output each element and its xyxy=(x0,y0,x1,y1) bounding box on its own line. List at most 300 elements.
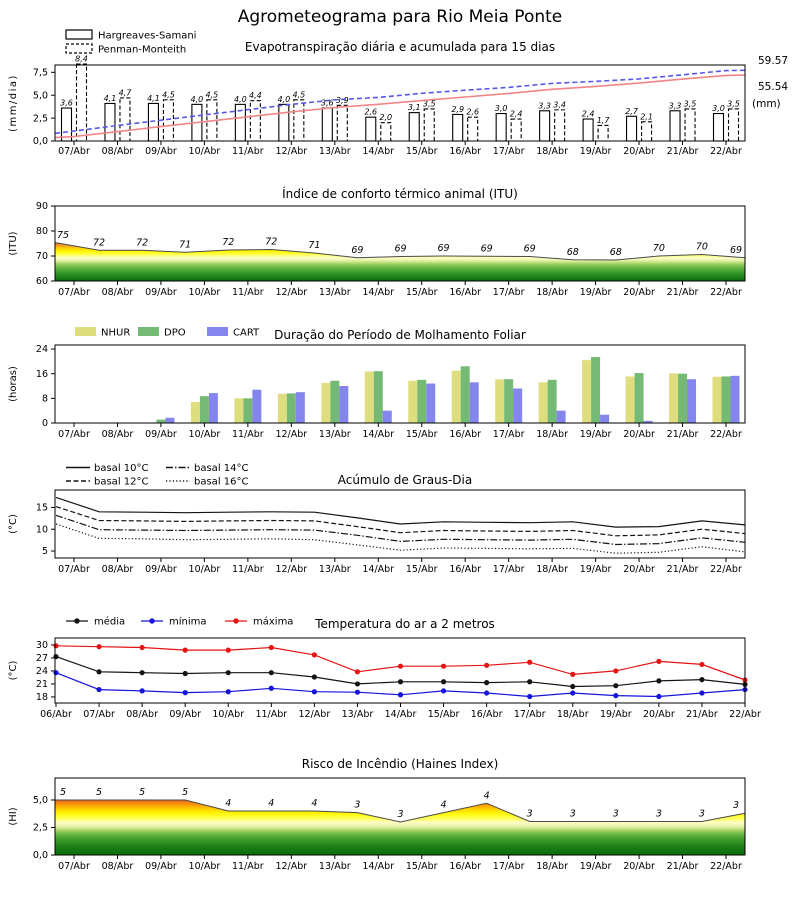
value-label: 3 xyxy=(698,808,705,820)
value-label: 2,6 xyxy=(466,107,480,117)
bar-hargreaves xyxy=(540,111,550,141)
chart-temperatura xyxy=(8,616,761,721)
x-tick-label: 07/Abr xyxy=(83,709,115,720)
marker-média xyxy=(699,677,704,682)
value-label: 72 xyxy=(265,236,278,248)
x-tick-label: 07/Abr xyxy=(58,287,90,298)
value-label: 68 xyxy=(609,247,622,258)
x-tick-label: 20/Abr xyxy=(623,146,655,157)
bar-nhur xyxy=(365,372,374,423)
value-label: 5 xyxy=(59,787,67,798)
x-tick-label: 12/Abr xyxy=(298,709,331,720)
bar-dpo xyxy=(678,374,687,423)
bar-cart xyxy=(209,393,218,423)
marker-máxima xyxy=(53,643,58,648)
marker-média xyxy=(570,684,575,689)
y-tick-label: 5,0 xyxy=(32,795,48,807)
bar-penman xyxy=(250,101,260,141)
legend-label: DPO xyxy=(164,327,186,339)
legend-label: basal 10°C xyxy=(94,463,149,474)
x-tick-label: 12/Abr xyxy=(275,429,308,440)
value-label: 3,4 xyxy=(553,100,567,110)
value-label: 70 xyxy=(695,241,708,253)
bar-dpo xyxy=(722,376,731,423)
x-tick-label: 15/Abr xyxy=(405,861,438,872)
value-label: 69 xyxy=(480,243,493,255)
line-basal-10°C xyxy=(56,497,745,527)
hargreaves-total: 55.54 xyxy=(758,81,789,93)
legend-label: basal 12°C xyxy=(94,476,149,488)
x-tick-label: 15/Abr xyxy=(405,146,438,157)
bar-dpo xyxy=(374,371,383,423)
x-tick-label: 08/Abr xyxy=(126,709,158,720)
x-tick-label: 07/Abr xyxy=(58,861,90,872)
x-tick-label: 17/Abr xyxy=(492,564,525,575)
plot-area-haines xyxy=(33,787,745,872)
value-label: 3 xyxy=(397,809,404,820)
y-tick-label: 70 xyxy=(35,251,48,263)
bar-penman xyxy=(163,100,173,141)
bar-cart xyxy=(296,392,305,423)
x-tick-label: 11/Abr xyxy=(255,709,288,720)
y-tick-label: 2,5 xyxy=(32,822,48,834)
x-tick-label: 18/Abr xyxy=(536,861,569,872)
x-tick-label: 17/Abr xyxy=(513,709,546,720)
x-tick-label: 10/Abr xyxy=(188,861,221,872)
marker-média xyxy=(527,679,532,684)
bar-cart xyxy=(339,386,348,423)
value-label: 69 xyxy=(351,244,364,256)
plot-area-molhamento xyxy=(36,344,742,440)
bar-cart xyxy=(687,379,696,423)
value-label: 3,6 xyxy=(320,98,334,108)
marker-máxima xyxy=(269,645,274,650)
bar-cart xyxy=(557,411,566,423)
bar-dpo xyxy=(243,398,252,423)
bar-dpo xyxy=(417,380,426,423)
x-tick-label: 14/Abr xyxy=(362,429,395,440)
y-tick-label: 0 xyxy=(41,418,48,430)
bar-dpo xyxy=(504,379,513,423)
value-label: 3,0 xyxy=(712,104,725,114)
value-label: 75 xyxy=(56,229,70,241)
x-tick-label: 11/Abr xyxy=(231,861,264,872)
marker-média xyxy=(140,670,145,675)
marker-mínima xyxy=(613,693,618,698)
value-label: 5 xyxy=(139,787,146,798)
x-tick-label: 09/Abr xyxy=(145,146,177,157)
x-tick-label: 13/Abr xyxy=(318,287,351,298)
bar-hargreaves xyxy=(627,116,637,141)
y-tick-label: 90 xyxy=(35,201,48,213)
value-label: 70 xyxy=(652,243,665,254)
x-tick-label: 15/Abr xyxy=(405,564,438,575)
plot-area-itu xyxy=(36,201,745,298)
chart-molhamento xyxy=(8,327,745,440)
chart-title: Índice de conforto térmico animal (ITU) xyxy=(282,187,518,201)
x-tick-label: 20/Abr xyxy=(623,429,655,440)
x-tick-label: 15/Abr xyxy=(427,709,460,720)
marker-mínima xyxy=(656,694,661,699)
x-tick-label: 09/Abr xyxy=(169,709,202,720)
bar-dpo xyxy=(635,373,644,423)
marker-máxima xyxy=(656,659,661,664)
bar-nhur xyxy=(452,371,461,423)
bar-cart xyxy=(165,418,174,423)
cumulative-annotations xyxy=(752,55,788,110)
bar-hargreaves xyxy=(148,103,158,141)
value-label: 3,6 xyxy=(60,98,73,108)
marker-máxima xyxy=(140,645,145,650)
marker-máxima xyxy=(226,648,231,653)
x-tick-label: 19/Abr xyxy=(579,287,612,298)
y-tick-label: 5,0 xyxy=(32,90,48,102)
x-tick-label: 14/Abr xyxy=(362,564,395,575)
marker-média xyxy=(96,669,101,674)
y-tick-label: 7,5 xyxy=(32,67,48,79)
x-tick-label: 07/Abr xyxy=(58,564,90,575)
plot-area-graus-dia xyxy=(36,497,745,575)
x-tick-label: 20/Abr xyxy=(623,287,655,298)
x-tick-label: 13/Abr xyxy=(318,146,351,157)
x-tick-label: 21/Abr xyxy=(666,287,699,298)
x-tick-label: 09/Abr xyxy=(145,861,177,872)
marker-mínima xyxy=(398,692,403,697)
y-tick-label: 80 xyxy=(35,226,48,238)
bar-cart xyxy=(513,388,522,423)
value-label: 2,0 xyxy=(379,113,393,123)
marker-máxima xyxy=(441,664,446,669)
x-tick-label: 12/Abr xyxy=(275,861,308,872)
chart-title: Risco de Incêndio (Haines Index) xyxy=(301,757,499,771)
marker-máxima xyxy=(570,672,575,677)
legend-molhamento xyxy=(75,327,260,339)
x-tick-label: 08/Abr xyxy=(101,287,134,298)
value-label: 3 xyxy=(569,808,576,820)
y-tick-label: 16 xyxy=(35,368,48,380)
marker-mínima xyxy=(226,689,231,694)
value-label: 2,6 xyxy=(364,107,378,117)
y-tick-label: 5 xyxy=(41,546,48,558)
marker-média xyxy=(613,683,618,688)
value-label: 4 xyxy=(440,799,447,811)
bar-nhur xyxy=(669,373,678,423)
value-label: 3,1 xyxy=(407,103,421,113)
value-label: 5 xyxy=(96,787,103,798)
x-tick-label: 22/Abr xyxy=(710,429,742,440)
marker-mínima xyxy=(183,690,188,695)
chart-graus-dia xyxy=(8,463,745,575)
x-tick-label: 19/Abr xyxy=(579,861,612,872)
legend-label: basal 14°C xyxy=(194,463,249,474)
x-tick-label: 18/Abr xyxy=(536,429,569,440)
bar-penman xyxy=(729,109,739,141)
maxima-marker-icon xyxy=(233,618,238,623)
bar-dpo xyxy=(461,366,470,423)
bar-nhur xyxy=(582,360,591,423)
x-tick-label: 22/Abr xyxy=(710,861,742,872)
marker-média xyxy=(183,671,188,676)
y-tick-label: 8 xyxy=(41,393,48,405)
value-label: 69 xyxy=(729,244,743,256)
y-tick-label: 2,5 xyxy=(32,113,48,125)
y-tick-label: 30 xyxy=(35,640,48,652)
chart-title: Temperatura do ar a 2 metros xyxy=(315,617,495,631)
value-label: 2,4 xyxy=(509,109,523,119)
bar-penman xyxy=(294,100,304,141)
x-tick-label: 15/Abr xyxy=(405,287,438,298)
value-label: 3,0 xyxy=(494,104,508,114)
legend-temperatura xyxy=(66,616,293,628)
value-label: 3,9 xyxy=(335,95,349,105)
bar-nhur xyxy=(408,381,417,423)
cart-swatch-icon xyxy=(207,327,228,336)
marker-média xyxy=(53,654,58,659)
x-tick-label: 11/Abr xyxy=(231,429,264,440)
x-tick-label: 22/Abr xyxy=(710,287,742,298)
marker-média xyxy=(269,670,274,675)
x-tick-label: 14/Abr xyxy=(362,287,395,298)
bar-hargreaves xyxy=(322,108,332,141)
value-label: 69 xyxy=(523,243,536,255)
y-axis-label: (mm/dia) xyxy=(8,74,19,132)
x-tick-label: 10/Abr xyxy=(188,146,221,157)
x-tick-label: 18/Abr xyxy=(536,146,569,157)
value-label: 4 xyxy=(225,798,232,809)
bar-cart xyxy=(600,415,609,423)
chart-evapotranspiration xyxy=(8,30,788,157)
legend-label: basal 16°C xyxy=(194,476,249,488)
y-axis-label: (°C) xyxy=(8,660,19,681)
value-label: 3,5 xyxy=(422,99,436,109)
bar-nhur xyxy=(626,376,635,423)
value-label: 69 xyxy=(394,243,407,255)
value-label: 71 xyxy=(179,239,192,251)
value-label: 4,0 xyxy=(277,94,291,104)
bar-penman xyxy=(468,117,478,141)
chart-title: Duração do Período de Molhamento Foliar xyxy=(274,328,526,342)
bar-dpo xyxy=(591,357,600,423)
value-label: 3 xyxy=(732,800,740,812)
bar-cart xyxy=(383,411,392,423)
value-label: 4 xyxy=(311,798,318,809)
x-tick-label: 22/Abr xyxy=(710,146,742,157)
bar-nhur xyxy=(495,379,504,423)
bar-hargreaves xyxy=(496,114,506,141)
value-label: 4,5 xyxy=(162,90,175,100)
x-tick-label: 10/Abr xyxy=(188,429,221,440)
line-basal-14°C xyxy=(56,515,745,544)
legend-label: NHUR xyxy=(101,327,131,339)
value-label: 5 xyxy=(182,787,189,798)
bar-hargreaves xyxy=(409,113,419,141)
x-tick-label: 16/Abr xyxy=(449,429,482,440)
marker-máxima xyxy=(96,644,101,649)
value-label: 3 xyxy=(612,808,619,820)
y-tick-label: 27 xyxy=(35,653,48,665)
y-tick-label: 0,0 xyxy=(32,850,48,862)
bar-cart xyxy=(252,390,261,423)
x-tick-label: 16/Abr xyxy=(449,564,482,575)
y-axis-label: (ITU) xyxy=(8,231,19,256)
bar-hargreaves xyxy=(714,114,724,141)
cumulative-unit: (mm) xyxy=(752,98,781,110)
x-tick-label: 12/Abr xyxy=(275,146,308,157)
value-label: 72 xyxy=(136,237,149,249)
x-tick-label: 14/Abr xyxy=(362,146,395,157)
bar-nhur xyxy=(713,377,722,423)
bar-cart xyxy=(731,376,740,423)
value-label: 8,4 xyxy=(75,54,88,64)
bar-hargreaves xyxy=(453,114,463,141)
bar-nhur xyxy=(321,383,330,423)
x-tick-label: 22/Abr xyxy=(729,709,761,720)
x-tick-label: 17/Abr xyxy=(492,861,525,872)
bar-penman xyxy=(555,110,565,141)
value-label: 4,1 xyxy=(103,93,117,103)
media-marker-icon xyxy=(74,618,79,623)
line-basal-12°C xyxy=(56,507,745,536)
x-tick-label: 07/Abr xyxy=(58,429,90,440)
x-tick-label: 16/Abr xyxy=(449,146,482,157)
x-tick-label: 17/Abr xyxy=(492,287,525,298)
marker-máxima xyxy=(527,660,532,665)
marker-mínima xyxy=(96,687,101,692)
value-label: 4,5 xyxy=(292,90,306,100)
plot-area-temperatura xyxy=(36,640,761,720)
x-tick-label: 10/Abr xyxy=(188,287,221,298)
value-label: 2,7 xyxy=(625,106,638,116)
marker-média xyxy=(355,681,360,686)
x-tick-label: 12/Abr xyxy=(275,287,308,298)
chart-haines xyxy=(8,757,745,872)
value-label: 3,3 xyxy=(668,101,682,111)
marker-máxima xyxy=(613,668,618,673)
value-label: 72 xyxy=(222,237,235,248)
value-label: 4,4 xyxy=(248,91,262,101)
x-tick-label: 17/Abr xyxy=(492,429,525,440)
plot-area-eto xyxy=(33,55,745,157)
value-label: 1,7 xyxy=(596,115,610,125)
x-tick-label: 13/Abr xyxy=(318,429,351,440)
x-tick-label: 21/Abr xyxy=(666,429,699,440)
bar-penman xyxy=(685,109,695,141)
bar-dpo xyxy=(330,381,339,423)
x-tick-label: 09/Abr xyxy=(145,287,177,298)
marker-média xyxy=(656,678,661,683)
value-label: 3 xyxy=(354,799,361,811)
bar-nhur xyxy=(539,382,548,423)
bar-cart xyxy=(426,384,435,423)
x-tick-label: 19/Abr xyxy=(579,564,612,575)
x-tick-label: 10/Abr xyxy=(212,709,245,720)
bar-hargreaves xyxy=(279,104,289,141)
legend-label: Penman-Monteith xyxy=(98,44,187,56)
x-tick-label: 09/Abr xyxy=(145,429,177,440)
x-tick-label: 11/Abr xyxy=(231,287,264,298)
y-tick-label: 0,0 xyxy=(32,136,48,148)
value-label: 4,5 xyxy=(205,90,219,100)
x-tick-label: 21/Abr xyxy=(686,709,718,720)
value-label: 4 xyxy=(483,790,490,802)
value-label: 4,1 xyxy=(147,93,160,103)
value-label: 2,4 xyxy=(581,109,595,119)
y-axis-label: (°C) xyxy=(8,514,19,534)
x-tick-label: 18/Abr xyxy=(536,287,569,298)
value-label: 3,5 xyxy=(727,99,740,109)
x-tick-label: 08/Abr xyxy=(101,429,134,440)
bar-penman xyxy=(511,119,521,141)
bar-penman xyxy=(120,98,130,141)
value-label: 71 xyxy=(308,240,321,251)
penman-total: 59.57 xyxy=(758,55,789,67)
bar-nhur xyxy=(278,394,287,423)
marker-máxima xyxy=(398,664,403,669)
marker-média xyxy=(312,674,317,679)
bar-penman xyxy=(424,109,434,141)
y-tick-label: 24 xyxy=(35,344,48,356)
value-label: 4,0 xyxy=(233,94,247,104)
value-label: 72 xyxy=(93,237,106,249)
x-tick-label: 08/Abr xyxy=(101,861,134,872)
x-tick-label: 15/Abr xyxy=(405,429,438,440)
x-tick-label: 21/Abr xyxy=(666,146,699,157)
marker-mínima xyxy=(269,686,274,691)
y-tick-label: 60 xyxy=(35,276,48,288)
x-tick-label: 08/Abr xyxy=(101,146,134,157)
value-label: 4,7 xyxy=(118,88,132,98)
bar-hargreaves xyxy=(583,119,593,141)
x-tick-label: 10/Abr xyxy=(188,564,221,575)
value-label: 3 xyxy=(655,808,662,820)
x-tick-label: 21/Abr xyxy=(666,861,699,872)
legend-label: CART xyxy=(233,327,260,339)
line-máxima xyxy=(56,646,745,680)
marker-máxima xyxy=(355,669,360,674)
y-tick-label: 15 xyxy=(35,502,48,514)
x-tick-label: 14/Abr xyxy=(362,861,395,872)
marker-mínima xyxy=(140,688,145,693)
value-label: 3,3 xyxy=(538,101,552,111)
minima-marker-icon xyxy=(149,618,154,623)
y-axis-label: (HI) xyxy=(8,807,19,826)
x-tick-label: 07/Abr xyxy=(58,146,90,157)
legend-label: média xyxy=(94,616,126,628)
marker-mínima xyxy=(441,688,446,693)
bar-nhur xyxy=(234,398,243,423)
value-label: 4 xyxy=(268,798,275,809)
value-label: 3,5 xyxy=(683,99,697,109)
marker-média xyxy=(441,679,446,684)
bar-dpo xyxy=(200,396,209,423)
marker-máxima xyxy=(183,648,188,653)
line-basal-16°C xyxy=(56,524,745,553)
legend-label: mínima xyxy=(169,616,207,628)
y-tick-label: 10 xyxy=(35,524,48,536)
bar-hargreaves xyxy=(105,103,115,141)
bar-dpo xyxy=(287,393,296,423)
x-tick-label: 14/Abr xyxy=(384,709,417,720)
bar-penman xyxy=(598,125,608,141)
x-tick-label: 13/Abr xyxy=(318,861,351,872)
marker-mínima xyxy=(312,689,317,694)
marker-mínima xyxy=(527,694,532,699)
nhur-swatch-icon xyxy=(75,327,96,336)
x-tick-label: 09/Abr xyxy=(145,564,177,575)
y-tick-label: 24 xyxy=(35,666,48,678)
x-tick-label: 20/Abr xyxy=(643,709,675,720)
chart-itu xyxy=(8,186,745,298)
